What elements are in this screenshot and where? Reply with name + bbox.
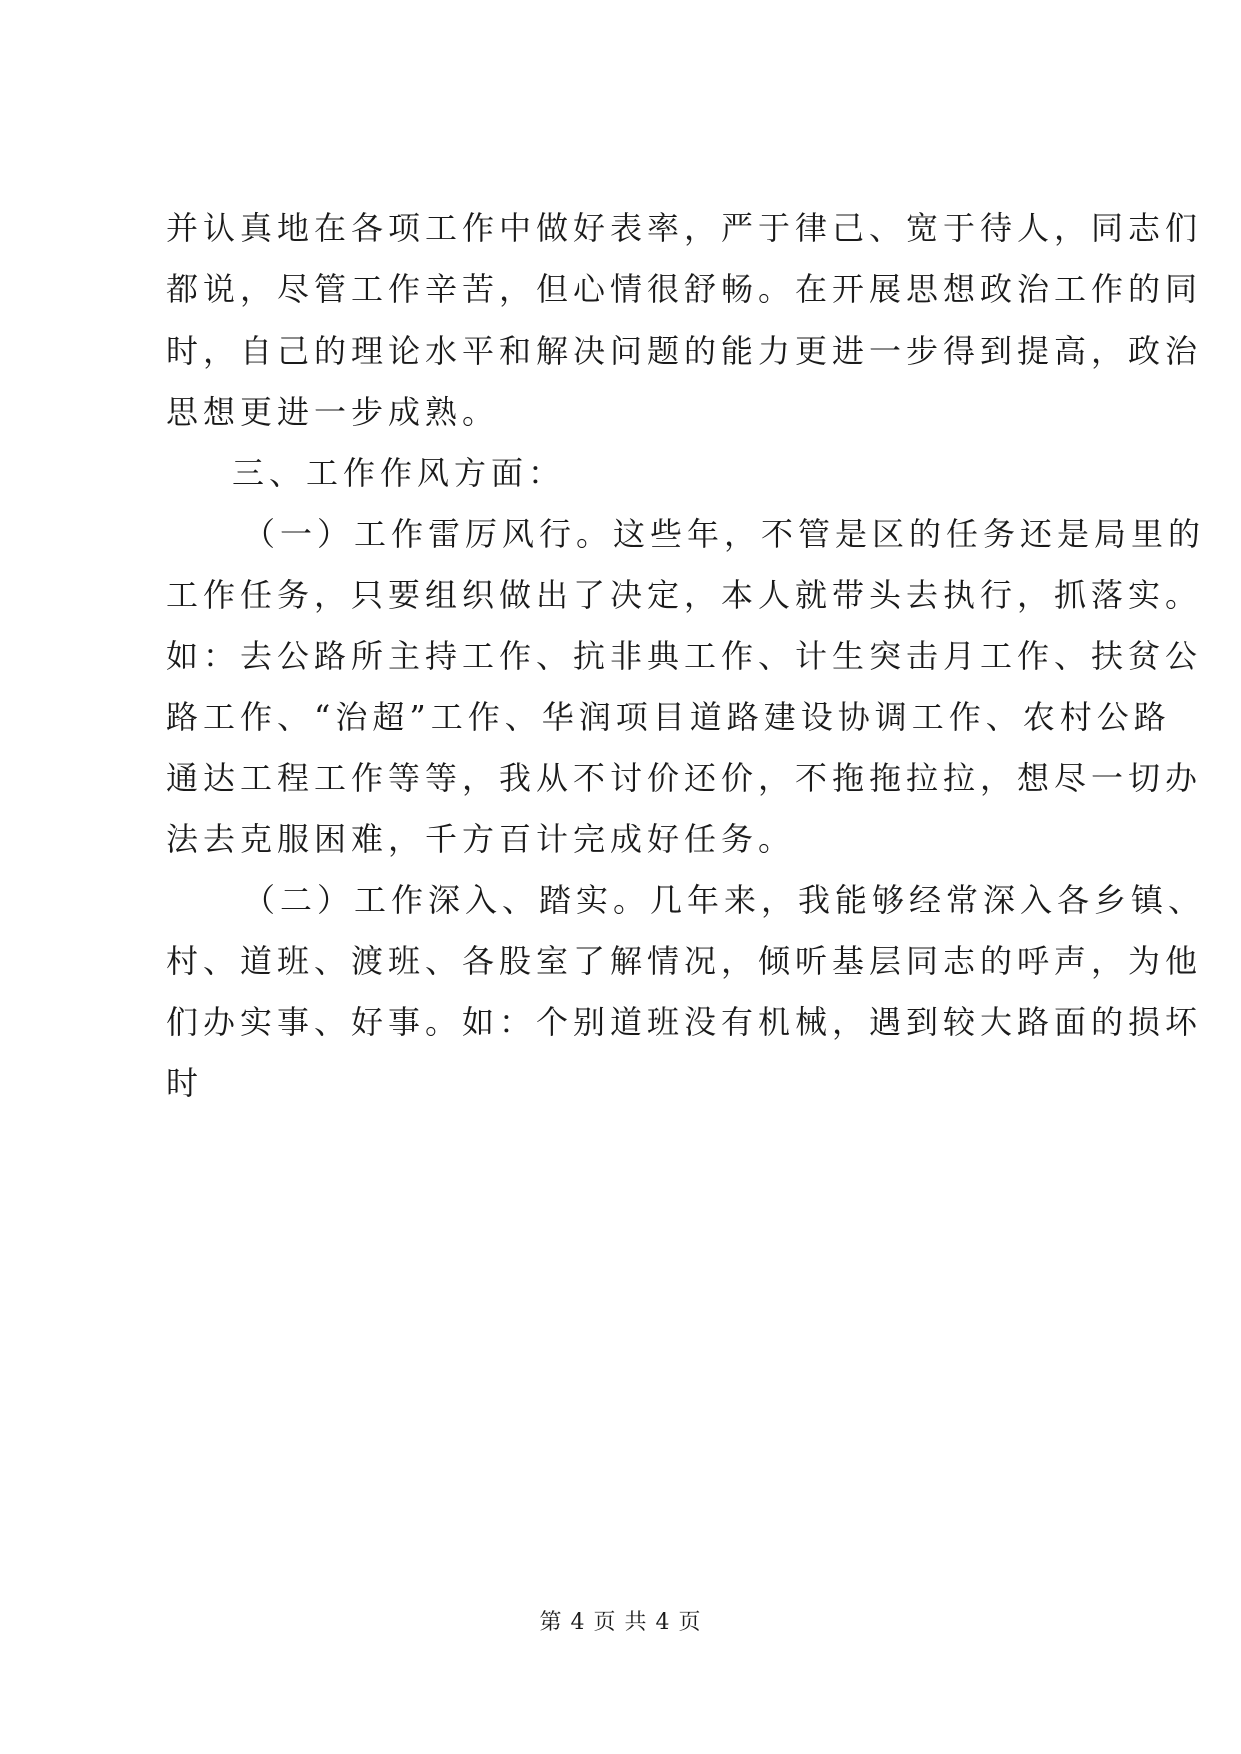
page-number-footer: 第 4 页 共 4 页 xyxy=(539,1610,702,1635)
paragraph-line: 都说，尽管工作辛苦，但心情很舒畅。在开展思想政治工作的同 xyxy=(166,270,1203,308)
paragraph-line: 通达工程工作等等，我从不讨价还价，不拖拖拉拉，想尽一切办 xyxy=(166,759,1203,797)
paragraph-line: 并认真地在各项工作中做好表率，严于律己、宽于待人，同志们 xyxy=(166,209,1203,247)
paragraph-line: 法去克服困难，千方百计完成好任务。 xyxy=(166,820,796,858)
paragraph-line: 路工作、“治超”工作、华润项目道路建设协调工作、农村公路 xyxy=(166,698,1171,736)
paragraph-line: 时 xyxy=(166,1064,204,1102)
paragraph-line: 时，自己的理论水平和解决问题的能力更进一步得到提高，政治 xyxy=(166,332,1203,370)
paragraph-line: 们办实事、好事。如：个别道班没有机械，遇到较大路面的损坏 xyxy=(166,1003,1203,1041)
paragraph-line: 思想更进一步成熟。 xyxy=(166,393,500,431)
paragraph-line: （二）工作深入、踏实。几年来，我能够经常深入各乡镇、 xyxy=(243,881,1206,919)
paragraph-line: （一）工作雷厉风行。这些年，不管是区的任务还是局里的 xyxy=(243,515,1206,553)
paragraph-line: 工作任务，只要组织做出了决定，本人就带头去执行，抓落实。 xyxy=(166,576,1203,614)
paragraph-line: 如：去公路所主持工作、抗非典工作、计生突击月工作、扶贫公 xyxy=(166,637,1203,675)
paragraph-line: 村、道班、渡班、各股室了解情况，倾听基层同志的呼声，为他 xyxy=(166,942,1203,980)
section-heading: 三、工作作风方面： xyxy=(232,454,566,492)
